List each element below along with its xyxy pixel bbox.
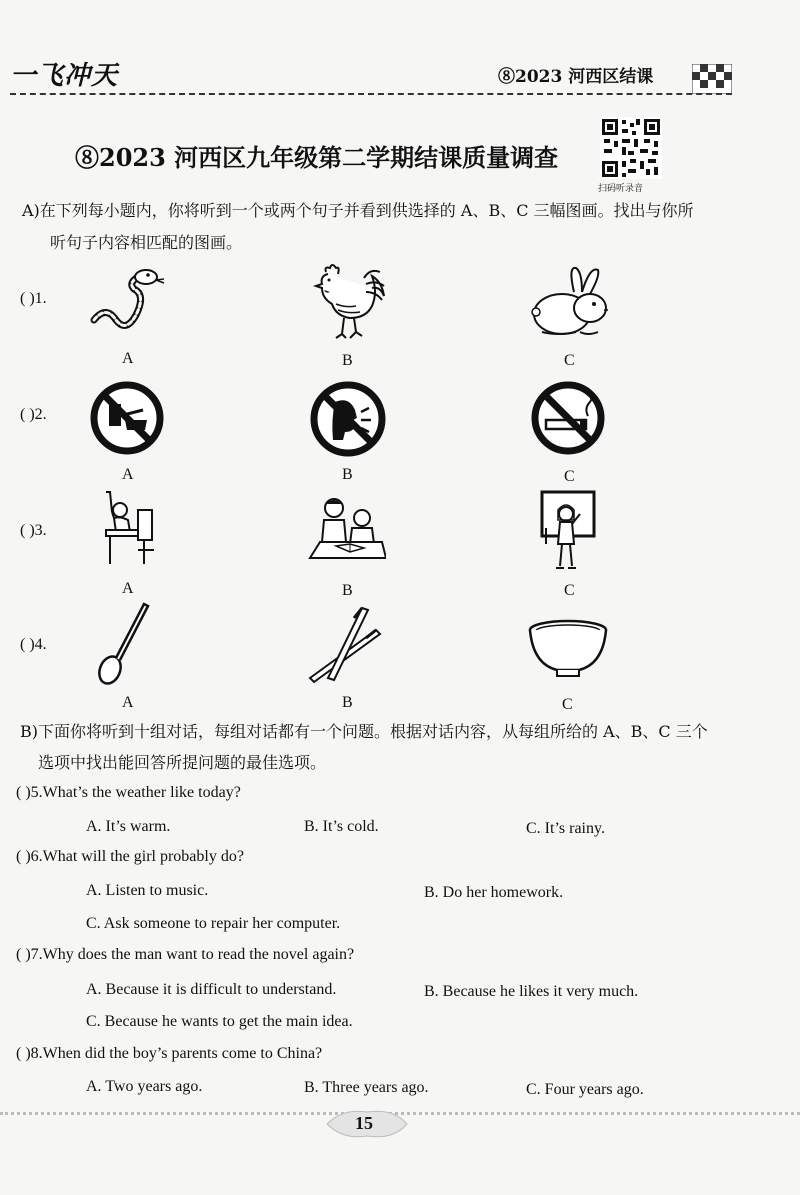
q3-option-a-label: A (122, 580, 134, 597)
question-8-stem: When did the boy’s parents come to China? (42, 1045, 323, 1062)
no-food-drink-icon (89, 380, 165, 456)
q8-option-c[interactable]: C. Four years ago. (526, 1081, 644, 1098)
header-divider (10, 93, 732, 95)
question-6 (16, 848, 244, 866)
snake-icon (88, 265, 168, 335)
q3-option-c-label: C (564, 582, 575, 599)
kids-reading-icon (306, 494, 386, 564)
question-7 (16, 946, 354, 964)
checker-decoration-icon (692, 64, 732, 94)
page-title: ⑧2023 河西区九年级第二学期结课质量调查 (75, 143, 559, 172)
brand-logo: 一飞冲天 (10, 61, 119, 91)
no-shouting-icon (309, 380, 387, 458)
question-8 (16, 1045, 322, 1063)
page-number: 15 (355, 1113, 373, 1133)
q2-option-b-label: B (342, 466, 353, 483)
q1-option-b-label: B (342, 352, 353, 369)
q7-option-b[interactable]: B. Because he likes it very much. (424, 983, 639, 1000)
qr-code-icon[interactable] (600, 117, 662, 179)
section-label: ⑧2023 河西区结课 (498, 67, 654, 87)
question-7-number: ( )7. (16, 946, 43, 963)
bowl-icon (527, 618, 609, 680)
q5-option-a[interactable]: A. It’s warm. (86, 818, 171, 835)
question-3-number: ( )3. (20, 522, 47, 539)
question-5-stem: What’s the weather like today? (42, 784, 241, 801)
qr-caption: 扫码听录音 (598, 184, 644, 194)
partA-instruction-1: A)在下列每小题内，你将听到一个或两个句子并看到供选择的 A、B、C 三幅图画。找出与你所 (22, 201, 694, 220)
q4-option-c-label: C (562, 696, 573, 713)
q6-option-a[interactable]: A. Listen to music. (86, 882, 209, 899)
spoon-icon (96, 600, 156, 686)
q4-option-b-label: B (342, 694, 353, 711)
q1-option-a-label: A (122, 350, 134, 367)
partA-instruction-2: 听句子内容相匹配的图画。 (50, 233, 243, 252)
student-raising-hand-icon (98, 490, 160, 568)
rooster-icon (306, 262, 390, 342)
q3-option-b-label: B (342, 582, 353, 599)
q4-option-a-label: A (122, 694, 134, 711)
q2-option-a-label: A (122, 466, 134, 483)
question-5 (16, 784, 241, 802)
girl-at-blackboard-icon (538, 488, 598, 572)
chopsticks-icon (306, 604, 386, 684)
question-5-number: ( )5. (16, 784, 43, 801)
q7-option-c[interactable]: C. Because he wants to get the main idea. (86, 1013, 353, 1030)
partB-instruction-1: B)下面你将听到十组对话，每组对话都有一个问题。根据对话内容，从每组所给的 A、B、C 三个 (20, 722, 708, 741)
q6-option-c[interactable]: C. Ask someone to repair her computer. (86, 915, 341, 932)
partB-instruction-2: 选项中找出能回答所提问题的最佳选项。 (38, 753, 327, 772)
question-8-number: ( )8. (16, 1045, 43, 1062)
q1-option-c-label: C (564, 352, 575, 369)
q8-option-a[interactable]: A. Two years ago. (86, 1078, 203, 1095)
q8-option-b[interactable]: B. Three years ago. (304, 1079, 429, 1096)
rabbit-icon (528, 262, 612, 342)
q7-option-a[interactable]: A. Because it is difficult to understand. (86, 981, 337, 998)
question-7-stem: Why does the man want to read the novel again? (42, 946, 355, 963)
question-1-number: ( )1. (20, 290, 47, 307)
q2-option-c-label: C (564, 468, 575, 485)
no-smoking-icon (530, 380, 606, 456)
q6-option-b[interactable]: B. Do her homework. (424, 884, 564, 901)
question-6-stem: What will the girl probably do? (42, 848, 244, 865)
question-4-number: ( )4. (20, 636, 47, 653)
question-2-number: ( )2. (20, 406, 47, 423)
q5-option-b[interactable]: B. It’s cold. (304, 818, 379, 835)
question-6-number: ( )6. (16, 848, 43, 865)
q5-option-c[interactable]: C. It’s rainy. (526, 820, 605, 837)
